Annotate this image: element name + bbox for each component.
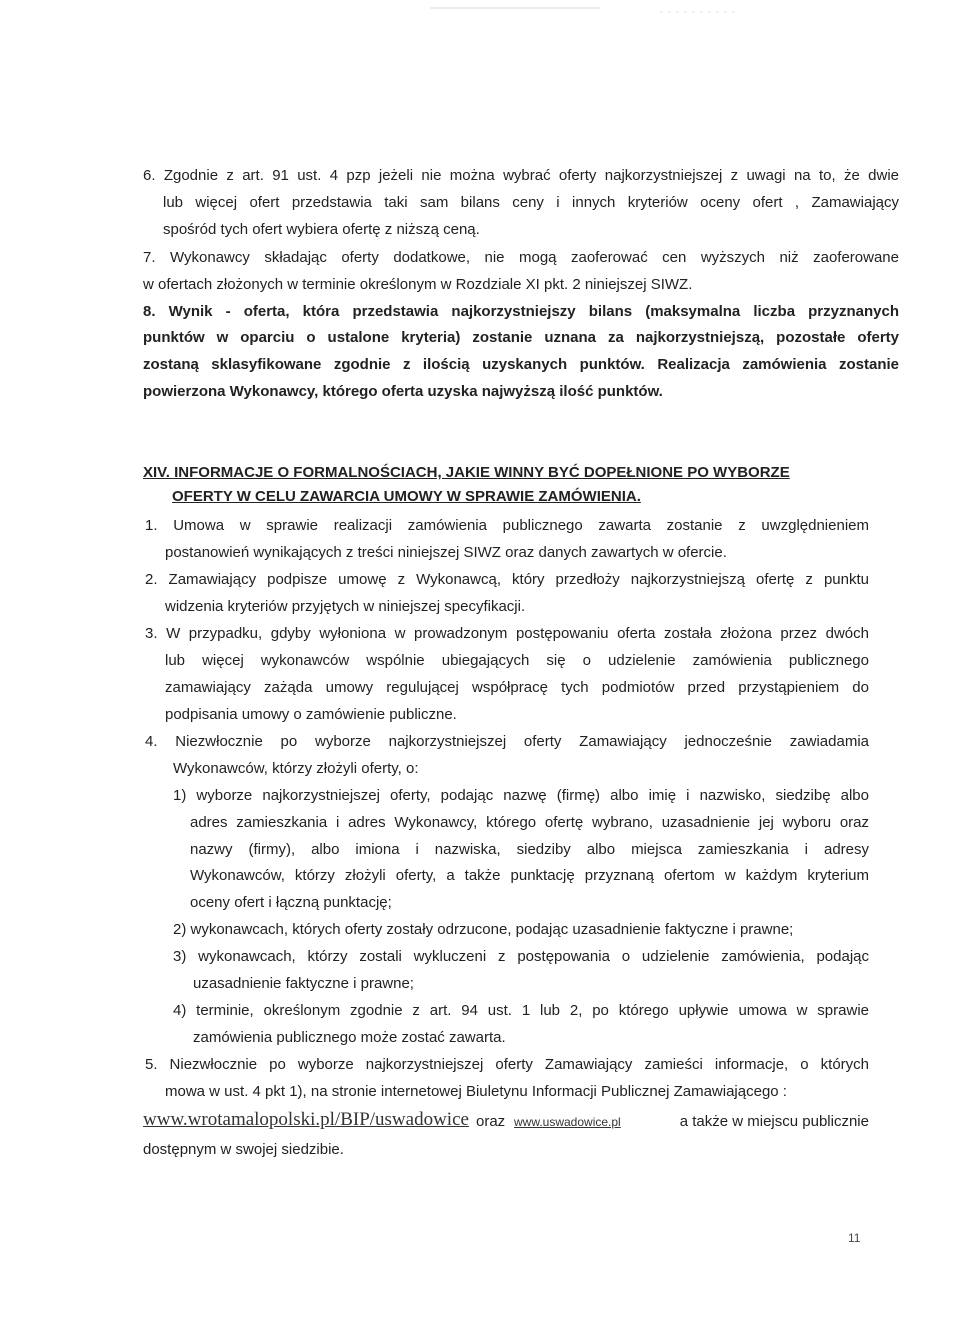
item-2-line-1: 2. Zamawiający podpisze umowę z Wykonawcą, który przedłoży najkorzystniejszą ofertę z punktu	[145, 571, 869, 588]
item-5-tail-text: a także w miejscu publicznie	[679, 1113, 869, 1130]
subitem-3-line-1: 3) wykonawcach, którzy zostali wykluczeni z postępowania o udzielenie zamówienia, podając	[173, 948, 869, 965]
subitem-4-line-1: 4) terminie, określonym zgodnie z art. 94 ust. 1 lub 2, po którego upływie umowa w sprawie	[173, 1002, 869, 1019]
subitem-1-line-2: adres zamieszkania i adres Wykonawcy, którego ofertę wybrano, uzasadnienie jej wyboru oraz	[190, 814, 869, 831]
uswadowice-link[interactable]: www.uswadowice.pl	[514, 1115, 621, 1129]
oraz-text: oraz	[476, 1113, 506, 1130]
scan-artifact	[0, 4, 960, 18]
subitem-4-line-2: zamówienia publicznego może zostać zawarta.	[193, 1029, 506, 1046]
paragraph-7-line-1: 7. Wykonawcy składając oferty dodatkowe, nie mogą zaoferować cen wyższych niż zaoferowane	[143, 249, 899, 266]
paragraph-8-line-3: zostaną sklasyfikowane zgodnie z ilością uzyskanych punktów. Realizacja zamówienia zostanie	[143, 356, 899, 373]
section-heading-line-2: OFERTY W CELU ZAWARCIA UMOWY W SPRAWIE ZAMÓWIENIA.	[172, 488, 641, 505]
item-5-links-line	[143, 1106, 869, 1136]
paragraph-8-line-2: punktów w oparciu o ustalone kryteria) zostanie uznana za najkorzystniejszą, pozostałe oferty	[143, 329, 899, 346]
item-2-line-2: widzenia kryteriów przyjętych w niniejszej specyfikacji.	[165, 598, 526, 615]
item-3-line-3: zamawiający zażąda umowy regulującej współpracę tych podmiotów przed przystąpieniem do	[165, 679, 869, 696]
item-3-line-2: lub więcej wykonawców wspólnie ubiegających się o udzielenie zamówienia publicznego	[165, 652, 869, 669]
paragraph-7-line-2: w ofertach złożonych w terminie określonym w Rozdziale XI pkt. 2 niniejszej SIWZ.	[143, 276, 693, 293]
subitem-2-line-1: 2) wykonawcach, których oferty zostały odrzucone, podając uzasadnienie faktyczne i prawne;	[173, 921, 794, 938]
item-5-line-4: dostępnym w swojej siedzibie.	[143, 1141, 344, 1158]
item-1-line-2: postanowień wynikających z treści niniejszej SIWZ oraz danych zawartych w ofercie.	[165, 544, 727, 561]
item-3-line-1: 3. W przypadku, gdyby wyłoniona w prowadzonym postępowaniu oferta została złożona przez dwóch	[145, 625, 869, 642]
subitem-1-line-5: oceny ofert i łączną punktację;	[190, 894, 392, 911]
page-number: 11	[848, 1231, 861, 1245]
paragraph-8-line-4: powierzona Wykonawcy, którego oferta uzyska najwyższą ilość punktów.	[143, 383, 663, 400]
item-3-line-4: podpisania umowy o zamówienie publiczne.	[165, 706, 457, 723]
paragraph-8-line-1: 8. Wynik - oferta, która przedstawia najkorzystniejszy bilans (maksymalna liczba przyznanych	[143, 303, 899, 320]
paragraph-6-line-2: lub więcej ofert przedstawia taki sam bilans ceny i innych kryteriów oceny ofert , Zamawiający	[163, 194, 899, 211]
item-5-line-1: 5. Niezwłocznie po wyborze najkorzystniejszej oferty Zamawiający zamieści informacje, o których	[145, 1056, 869, 1073]
subitem-1-line-4: Wykonawców, którzy złożyli oferty, a także punktację przyznaną ofertom w każdym kryterium	[190, 867, 869, 884]
item-5-line-2: mowa w ust. 4 pkt 1), na stronie internetowej Biuletynu Informacji Publicznej Zamawiającego :	[165, 1083, 787, 1100]
paragraph-6-line-3: spośród tych ofert wybiera ofertę z niższą ceną.	[163, 221, 480, 238]
bip-link[interactable]: www.wrotamalopolski.pl/BIP/uswadowice	[143, 1109, 469, 1130]
item-4-line-2: Wykonawców, którzy złożyli oferty, o:	[173, 760, 419, 777]
subitem-3-line-2: uzasadnienie faktyczne i prawne;	[193, 975, 414, 992]
subitem-1-line-3: nazwy (firmy), albo imiona i nazwiska, siedziby albo miejsca zamieszkania i adresy	[190, 841, 869, 858]
item-1-line-1: 1. Umowa w sprawie realizacji zamówienia publicznego zawarta zostanie z uwzględnieniem	[145, 517, 869, 534]
section-heading-line-1: XIV. INFORMACJE O FORMALNOŚCIACH, JAKIE WINNY BYĆ DOPEŁNIONE PO WYBORZE	[143, 464, 790, 481]
subitem-1-line-1: 1) wyborze najkorzystniejszej oferty, podając nazwę (firmę) albo imię i nazwisko, siedzibę albo	[173, 787, 869, 804]
item-4-line-1: 4. Niezwłocznie po wyborze najkorzystniejszej oferty Zamawiający jednocześnie zawiadamia	[145, 733, 869, 750]
paragraph-6-line-1: 6. Zgodnie z art. 91 ust. 4 pzp jeżeli nie można wybrać oferty najkorzystniejszej z uwagi na to, że dwie	[143, 167, 899, 184]
